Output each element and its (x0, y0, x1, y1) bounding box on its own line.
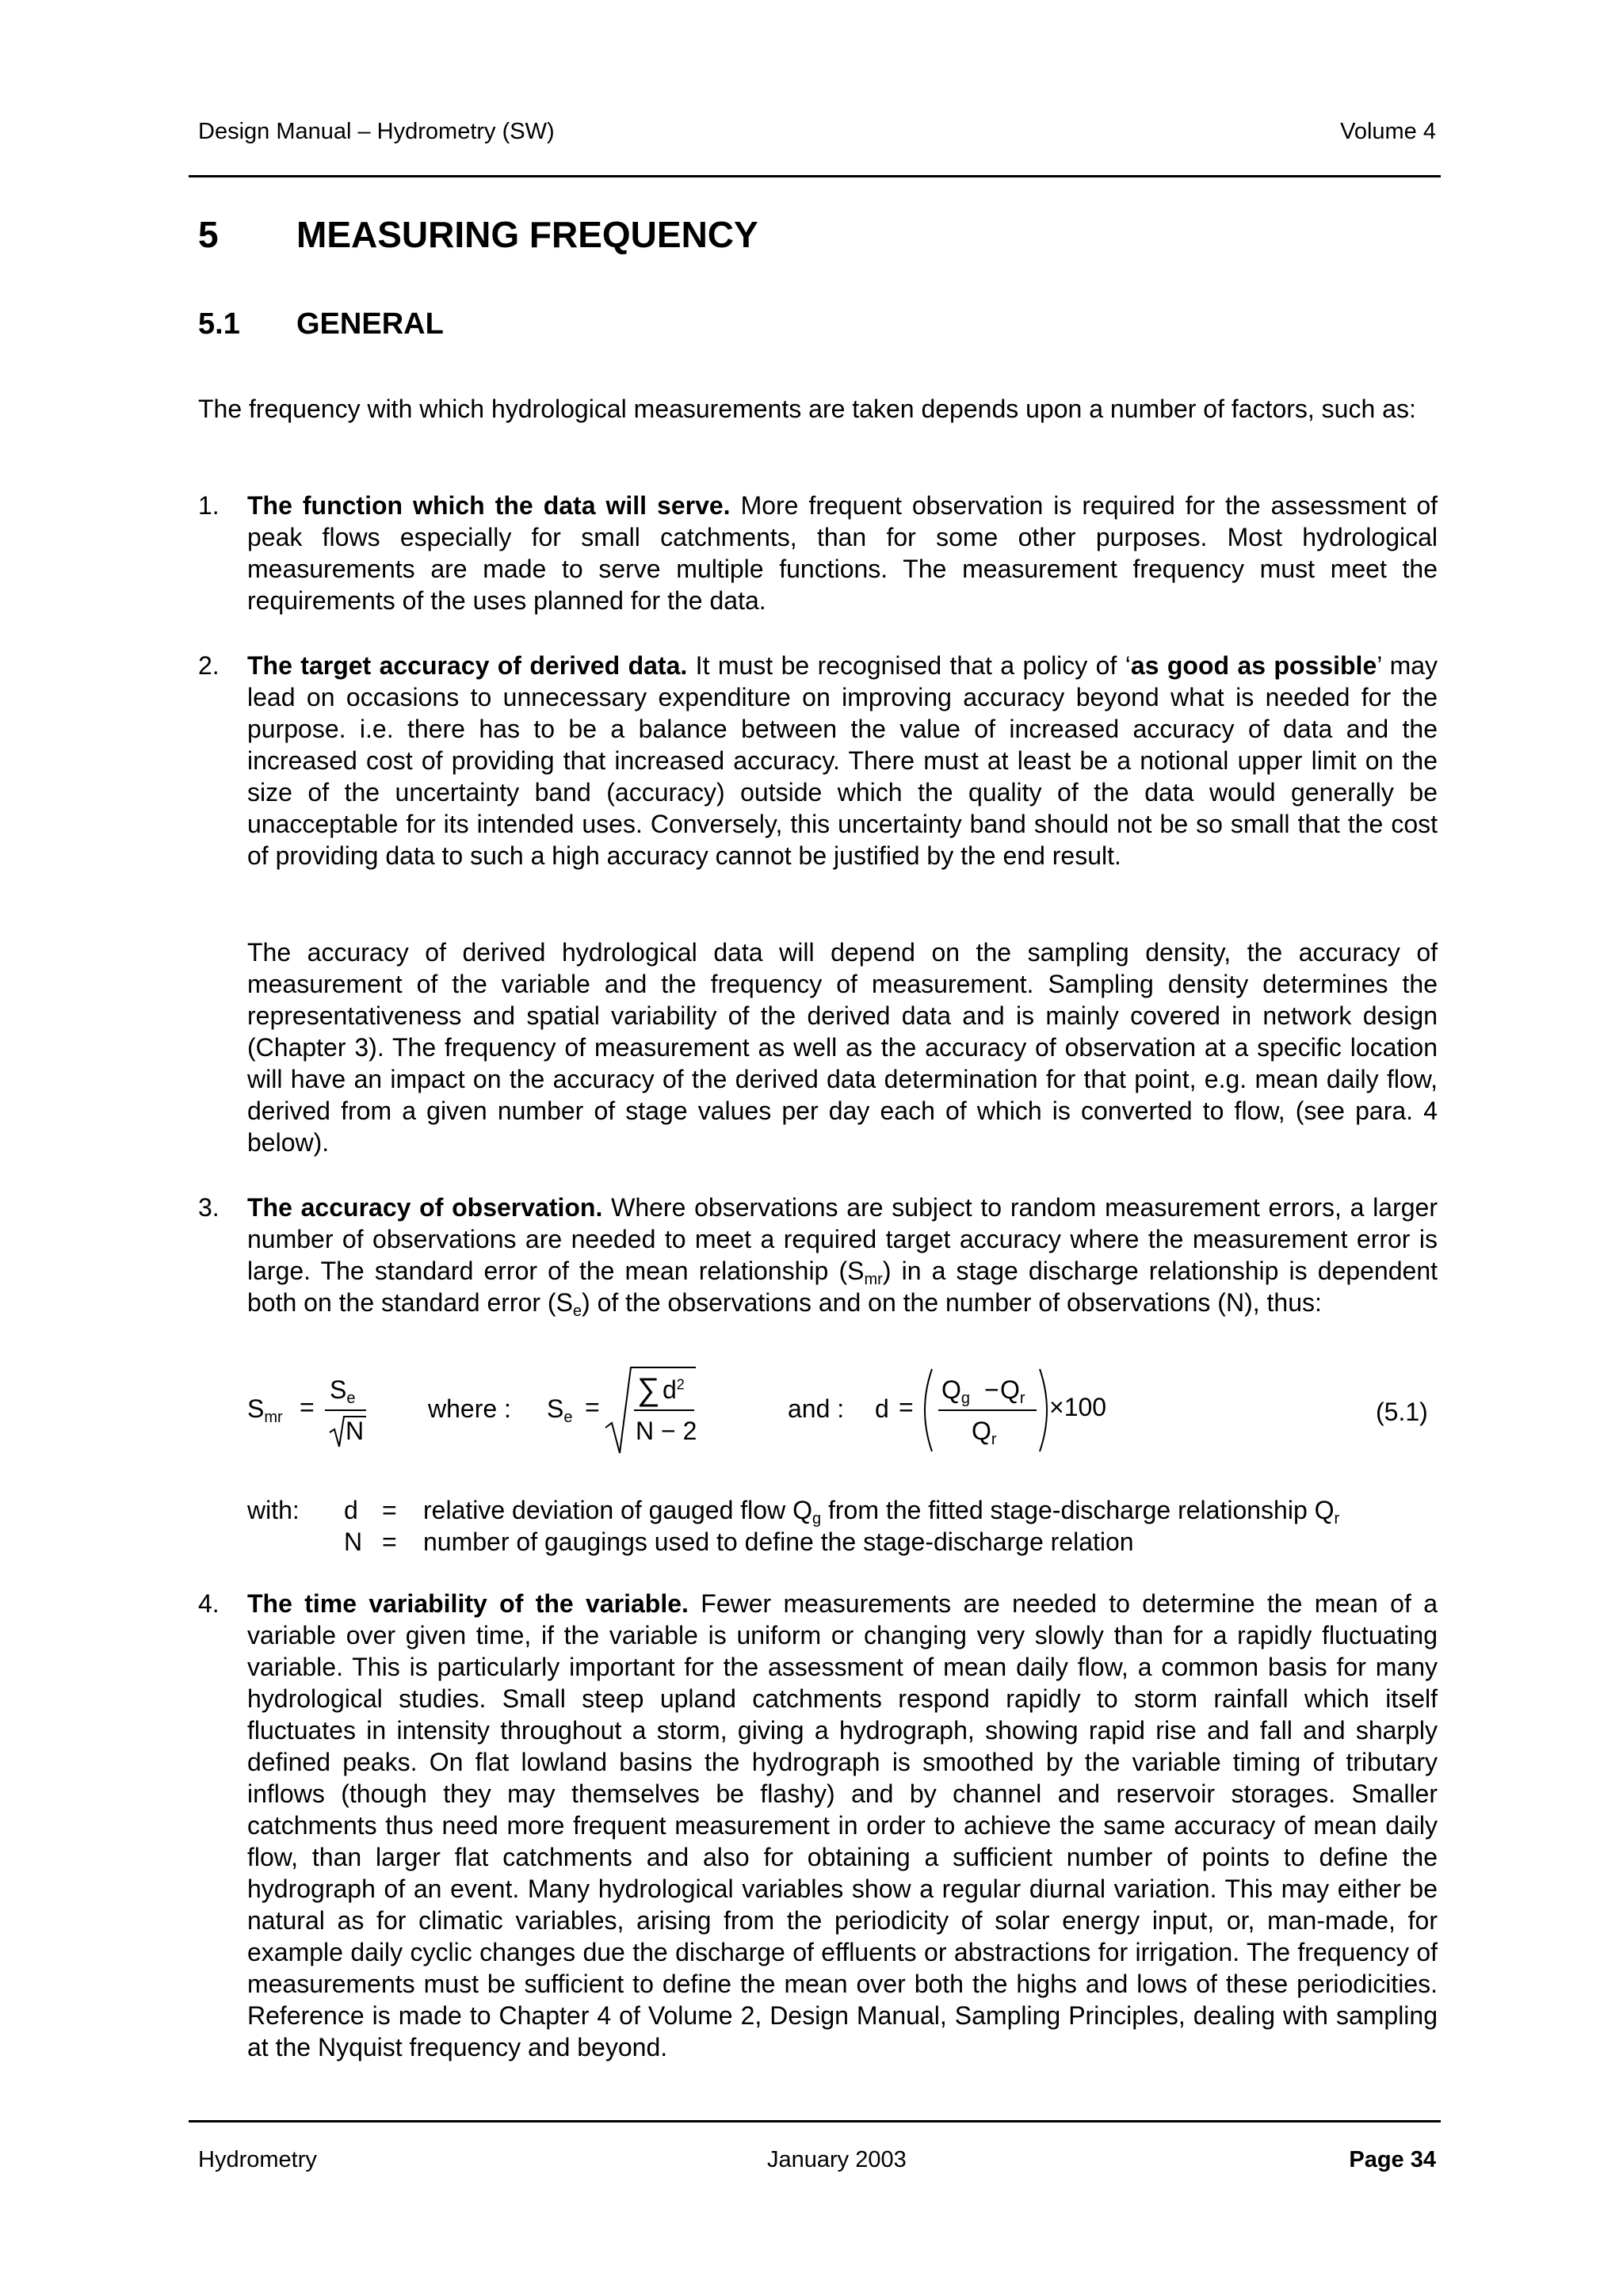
d-symbol: d (875, 1394, 889, 1423)
footer-date: January 2003 (767, 2147, 907, 2172)
where-label: where : (428, 1394, 511, 1423)
item-subscript: mr (864, 1271, 883, 1288)
page-footer (197, 2145, 1438, 2177)
sqrt-n: N (346, 1417, 365, 1445)
footer-subject: Hydrometry (198, 2147, 317, 2172)
item-text: It must be recognised that a policy of ‘ (687, 651, 1131, 680)
chapter-number: 5 (198, 214, 219, 255)
qr-denominator: $Q_r$ (972, 1417, 997, 1448)
legend-equals: = (382, 1527, 397, 1556)
equals-sign: = (585, 1393, 600, 1421)
legend-symbol: d (344, 1496, 358, 1524)
page-header (197, 117, 1438, 149)
list-item-accuracy-para2: The accuracy of derived hydrological data will depend on the sampling density, the accuracy of measurement of the variable and the frequency of measurement. Sampling density determines the representativeness and spatial variability of the derived data and is mainly covered in network design (Chapter 3). The frequency of measurement as well as the accuracy of observation at a specific location will have an impact on the accuracy of the derived data determination for that point, e.g. mean daily flow, derived from a given number of stage values per day each of which is converted to flow, (see para. 4 below). (247, 938, 1438, 1157)
list-item-function (247, 490, 1438, 616)
smr-symbol: $S_{mr}$ (247, 1394, 283, 1426)
section-title: GENERAL (296, 307, 444, 341)
item-lead: The target accuracy of derived data. (247, 651, 688, 680)
item-number: 2. (198, 651, 220, 680)
sum-symbol: ∑ (637, 1372, 660, 1407)
qr-symbol: $Q_r$ (1000, 1375, 1025, 1407)
item-number: 4. (198, 1589, 220, 1618)
se-numerator: $S_e$ (330, 1375, 356, 1407)
section-number: 5.1 (198, 307, 240, 341)
footer-rule (189, 2120, 1441, 2122)
intro-paragraph: The frequency with which hydrological measurements are taken depends upon a number of factors, such as: (198, 395, 1416, 423)
minus-sign: − (984, 1375, 999, 1404)
header-volume: Volume 4 (1340, 119, 1436, 144)
legend-symbol: N (344, 1527, 363, 1556)
d-squared: $d^2$ (663, 1375, 685, 1404)
se-symbol: $S_e$ (547, 1394, 573, 1426)
qg-symbol: $Q_g$ (941, 1375, 971, 1407)
n-minus-2: N − 2 (636, 1417, 697, 1445)
and-label: and : (788, 1394, 845, 1423)
legend-equals: = (382, 1496, 397, 1524)
chapter-title: MEASURING FREQUENCY (296, 214, 758, 255)
equals-sign: = (899, 1393, 914, 1421)
item-number: 3. (198, 1193, 220, 1222)
item-text: ) in a stage discharge relationship is dependent both on the standard error (S (247, 1257, 1438, 1317)
item-lead: The function which the data will serve. (247, 491, 731, 520)
equation-5-1 (247, 1361, 1438, 1456)
list-item-time-variability (247, 1588, 1438, 2063)
page-number: Page 34 (1349, 2147, 1436, 2172)
legend-description: number of gaugings used to define the stage-discharge relation (423, 1527, 1134, 1556)
item-text: Fewer measurements are needed to determine the mean of a variable over given time, if the variable is uniform or changing very slowly than for a rapidly fluctuating variable. This is particularly important for the assessment of mean daily flow, a common basis for many hydrological studies. Small steep upland catchments respond rapidly to storm rainfall which itself fluctuates in intensity throughout a storm, giving a hydrograph, showing rapid rise and fall and sharply defined peaks. On flat lowland basins the hydrograph is smoothed by the variable timing of tributary inflows (though they may themselves be flashy) and by channel and reservoir storages. Smaller catchments thus need more frequent measurement in order to achieve the same accuracy of mean daily flow, than larger flat catchments and also for obtaining a sufficient number of points to define the hydrograph of an event. Many hydrological variables show a regular diurnal variation. This may either be natural as for climatic variables, arising from the periodicity of solar energy input, or, man-made, for example daily cyclic changes due the discharge of effluents or abstractions for irrigation. The frequency of measurements must be sufficient to define the mean over both the highs and lows of these periodicities. Reference is made to Chapter 4 of Volume 2, Design Manual, Sampling Principles, dealing with sampling at the Nyquist frequency and beyond. (247, 1589, 1438, 2061)
item-subscript: e (572, 1302, 582, 1320)
list-item-accuracy (247, 650, 1438, 871)
legend-description: relative deviation of gauged flow $Q_g$ from the fitted stage-discharge relationship $Q_r$ (423, 1496, 1340, 1527)
equation-number: (5.1) (1376, 1398, 1428, 1426)
list-item-observation (247, 1192, 1438, 1318)
with-label: with: (247, 1496, 300, 1524)
item-number: 1. (198, 491, 220, 520)
item-text: ) of the observations and on the number of observations (N), thus: (582, 1288, 1322, 1317)
equals-sign: = (300, 1393, 315, 1421)
item-emphasis: as good as possible (1130, 651, 1377, 680)
times-100: ×100 (1049, 1393, 1107, 1421)
item-text: ’ may lead on occasions to unnecessary expenditure on improving accuracy beyond what is needed for the purpose. i.e. there has to be a balance between the value of increased accuracy of data and the increased cost of providing that increased accuracy. There must at least be a notional upper limit on the size of the uncertainty band (accuracy) outside which the quality of the data would generally be unacceptable for its intended uses. Conversely, this uncertainty band should not be so small that the cost of providing data to such a high accuracy cannot be justified by the end result. (247, 651, 1438, 870)
item-text: More frequent observation is required for the assessment of peak flows especially for small catchments, than for some other purposes. Most hydrological measurements are made to serve multiple functions. The measurement frequency must meet the requirements of the uses planned for the data. (247, 491, 1438, 615)
item-lead: The time variability of the variable. (247, 1589, 689, 1618)
item-text: Where observations are subject to random measurement errors, a larger number of observations are needed to meet a required target accuracy where the measurement error is large. The standard error of the mean relationship (S (247, 1193, 1438, 1285)
header-manual-title: Design Manual – Hydrometry (SW) (198, 119, 555, 144)
item-lead: The accuracy of observation. (247, 1193, 603, 1222)
header-rule (189, 175, 1441, 177)
